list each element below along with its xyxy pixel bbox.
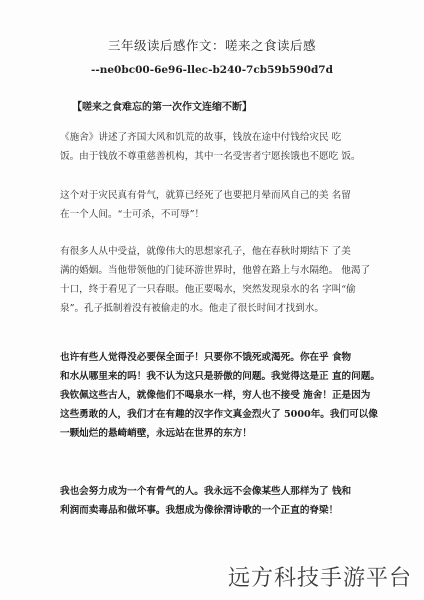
paragraph-line: 我也会努力成为一个有骨气的人。我永远不会像某些人那样为了 钱和: [60, 486, 352, 497]
watermark-text: 远方科技手游平台: [227, 566, 412, 591]
paragraph-line: 十口，终于看见了一只春眼。他正要喝水，突然发现泉水的名 字叫“偷: [60, 284, 356, 295]
paragraph-2: [60, 186, 386, 224]
paragraph-line: 一颗灿烂的悬崎峭壁，永远站在世界的东方！: [60, 428, 252, 439]
document-subheading: 【嗟来之食难忘的第一次作文连缩不断】: [72, 102, 252, 113]
paragraph-line: 泉”。孔子抵制着没有被偷走的水。他走了很长时间才找到水。: [60, 303, 324, 314]
paragraph-line: 这个对于灾民真有骨气，就算已经死了也要把月晕而风自己的美 名留: [60, 190, 351, 201]
paragraph-line: 满的婚姻。当他带领他的门徒环游世界时，他曾在路上与水隔绝。 他渴了: [60, 265, 371, 276]
paragraph-line: 在一个人间。“士可杀，不可辱”！: [60, 209, 205, 220]
paragraph-1: [60, 128, 386, 166]
paragraph-line: 《施舍》讲述了齐国大风和饥荒的故事，钱放在途中付钱给灾民 吃: [60, 132, 342, 143]
paragraph-3: [60, 242, 386, 318]
paragraph-line: 饭。由于钱放不尊重慈善机构，其中一名受害者宁愿挨饿也不愿吃 饭。: [60, 151, 361, 162]
paragraph-line: 有很多人从中受益，就像伟大的思想家孔子，他在春秋时期结下 了美: [60, 246, 351, 257]
paragraph-line: 和水从哪里来的吗！我不认为这只是骄傲的问题。我觉得这是正 直的问题。: [60, 371, 380, 382]
paragraph-line: 我钦佩这些古人，就像他们不喝泉水一样，穷人也不接受 施舍！正是因为: [60, 390, 371, 401]
document-title: 三年级读后感作文：嗟来之食读后感: [107, 38, 316, 53]
paragraph-5: [60, 482, 386, 520]
paragraph-line: 这些勇敢的人，我们才在有趣的汉字作文真金烈火了 5000年。我们可以像: [60, 409, 378, 420]
paragraph-line: 利润而卖毒品和做坏事。我想成为像徐渭诗歌的一个正直的脊梁！: [60, 505, 339, 516]
document-hash: --ne0bc00-6e96-llec-b240-7cb59b590d7d: [91, 64, 333, 76]
paragraph-line: 也许有些人觉得没必要保全面子！只要你不饿死或渴死。你在乎 食物: [60, 352, 352, 363]
paragraph-4: [60, 348, 386, 443]
